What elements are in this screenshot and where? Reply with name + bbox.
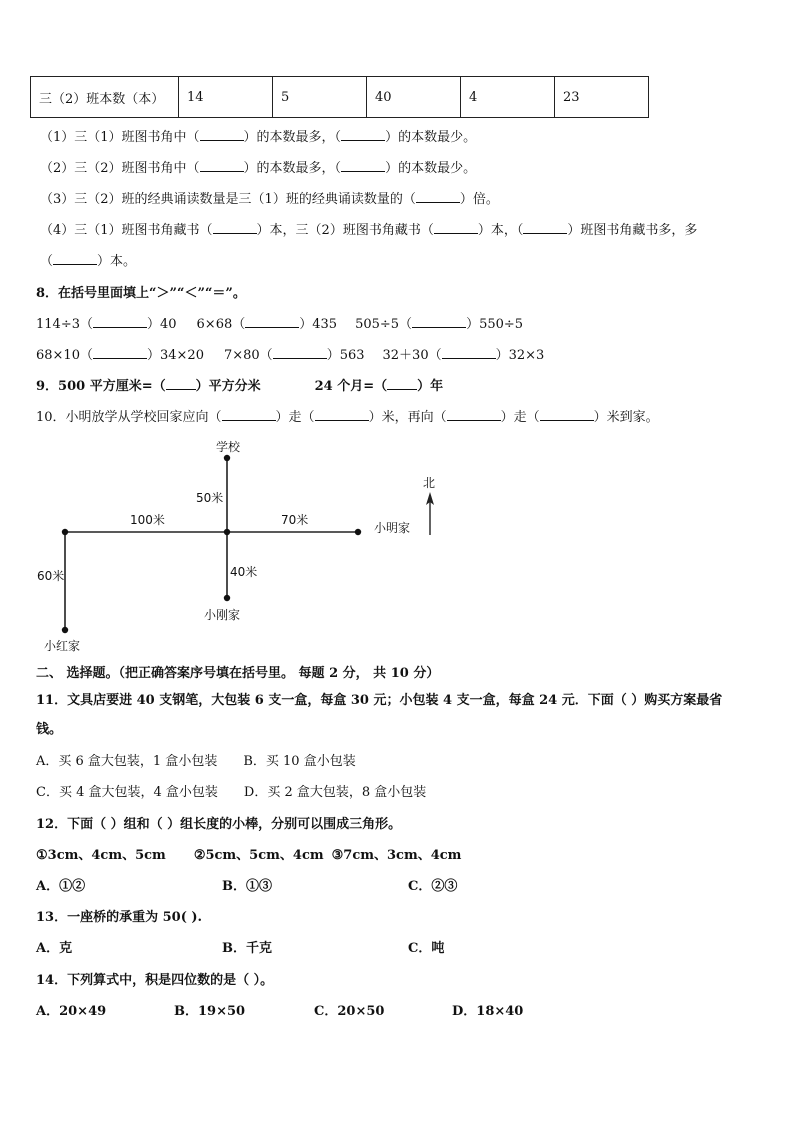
- answer-blank[interactable]: [341, 161, 385, 172]
- option-a[interactable]: A．①②: [36, 879, 86, 894]
- option-c[interactable]: C．吨: [408, 941, 445, 956]
- q14-options: [36, 1000, 523, 1019]
- q7-sub3: （3）三（2）班的经典诵读数量是三（1）班的经典诵读数量的（ ）倍。: [40, 192, 499, 207]
- q7-sub1: （1）三（1）班图书角中（ ）的本数最多，（ ）的本数最少。: [40, 130, 477, 145]
- q14-stem: 14．下列算式中，积是四位数的是（ ）。: [36, 973, 274, 988]
- data-table: [30, 76, 649, 118]
- q12-options: [36, 875, 457, 894]
- gang-home-point: [224, 595, 230, 601]
- school-point: [224, 455, 230, 461]
- option-d[interactable]: D．买 2 盒大包装，8 盒小包装: [243, 785, 427, 800]
- q7-sub4-cont: （ ）本。: [40, 254, 137, 269]
- answer-blank[interactable]: [315, 410, 369, 421]
- option-b[interactable]: B．19×50: [174, 1004, 246, 1019]
- option-b[interactable]: B．千克: [222, 941, 272, 956]
- q12-stem: 12．下面（ ）组和（ ）组长度的小棒，分别可以围成三角形。: [36, 817, 402, 832]
- table-row: [31, 77, 649, 118]
- section2-heading: 二、 选择题。（把正确答案序号填在括号里。 每题 2 分， 共 10 分）: [36, 666, 440, 681]
- answer-blank[interactable]: [245, 317, 299, 328]
- option-a[interactable]: A．20×49: [36, 1004, 107, 1019]
- answer-blank[interactable]: [540, 410, 594, 421]
- answer-blank[interactable]: [387, 379, 417, 390]
- table-cell: 23: [555, 77, 649, 118]
- answer-blank[interactable]: [447, 410, 501, 421]
- q10: 10．小明放学从学校回家应向（ ）走（ ）米，再向（ ）走（ ）米到家。: [36, 410, 659, 425]
- answer-blank[interactable]: [53, 254, 97, 265]
- option-c[interactable]: C．②③: [408, 879, 458, 894]
- table-cell: 4: [461, 77, 555, 118]
- answer-blank[interactable]: [412, 317, 466, 328]
- answer-blank[interactable]: [166, 379, 196, 390]
- answer-blank[interactable]: [93, 348, 147, 359]
- q12-groups: ①3cm、4cm、5cm ②5cm、5cm、4cm ③7cm、3cm、4cm: [36, 848, 462, 863]
- map-label-gang: 小刚家: [204, 608, 241, 622]
- option-b[interactable]: B．买 10 盒小包装: [243, 754, 356, 769]
- table-cell: 40: [367, 77, 461, 118]
- option-c[interactable]: C．买 4 盒大包装，4 盒小包装: [36, 785, 218, 800]
- map-label-70m: 70米: [281, 513, 309, 527]
- map-label-60m: 60米: [37, 569, 65, 583]
- answer-blank[interactable]: [273, 348, 327, 359]
- table-row-label: 三（2）班本数（本）: [31, 77, 179, 118]
- answer-blank[interactable]: [93, 317, 147, 328]
- map-label-100m: 100米: [130, 513, 165, 527]
- map-label-40m: 40米: [230, 565, 258, 579]
- map-label-50m: 50米: [196, 491, 224, 505]
- answer-blank[interactable]: [200, 161, 244, 172]
- answer-blank[interactable]: [442, 348, 496, 359]
- map-label-hong: 小红家: [44, 639, 81, 653]
- answer-blank[interactable]: [200, 130, 244, 141]
- west-junction-point: [62, 529, 68, 535]
- q13-options: [36, 937, 444, 956]
- option-d[interactable]: D．18×40: [452, 1004, 524, 1019]
- q11-stem-cont: 钱。: [36, 722, 63, 737]
- q13-stem: 13．一座桥的承重为 50( ).: [36, 910, 203, 925]
- hong-home-point: [62, 627, 68, 633]
- q8-row1: 114÷3（ ）40 6×68（ ）435 505÷5（ ）550÷5: [36, 317, 524, 332]
- junction-point: [224, 529, 230, 535]
- option-a[interactable]: A．克: [36, 941, 73, 956]
- option-b[interactable]: B．①③: [222, 879, 272, 894]
- answer-blank[interactable]: [222, 410, 276, 421]
- map-label-ming: 小明家: [374, 521, 411, 535]
- answer-blank[interactable]: [523, 223, 567, 234]
- q9: 9．500 平方厘米=（ ）平方分米 24 个月=（ ）年: [36, 379, 444, 394]
- route-map: [0, 430, 794, 660]
- map-label-school: 学校: [216, 440, 241, 454]
- q11-options-row2: [36, 781, 426, 800]
- table-cell: 14: [179, 77, 273, 118]
- ming-home-point: [355, 529, 361, 535]
- option-c[interactable]: C．20×50: [314, 1004, 385, 1019]
- q11-options-row1: [36, 750, 356, 769]
- table-cell: 5: [273, 77, 367, 118]
- answer-blank[interactable]: [434, 223, 478, 234]
- answer-blank[interactable]: [213, 223, 257, 234]
- answer-blank[interactable]: [416, 192, 460, 203]
- answer-blank[interactable]: [341, 130, 385, 141]
- q11-stem: 11．文具店要进 40 支钢笔，大包装 6 支一盒，每盒 30 元；小包装 4 支一盒，每盒 24 元．下面（ ）购买方案最省: [36, 693, 723, 708]
- q7-sub2: （2）三（2）班图书角中（ ）的本数最多，（ ）的本数最少。: [40, 161, 477, 176]
- option-a[interactable]: A．买 6 盒大包装，1 盒小包装: [36, 754, 218, 769]
- q8-row2: 68×10（ ）34×20 7×80（ ）563 32＋30（ ）32×3: [36, 348, 545, 363]
- map-label-north: 北: [423, 476, 436, 490]
- q7-sub4: （4）三（1）班图书角藏书（ ）本，三（2）班图书角藏书（ ）本，（ ）班图书角藏书多，多: [40, 223, 698, 238]
- q8-title: 8．在括号里面填上“＞”“＜”“＝”。: [36, 286, 246, 301]
